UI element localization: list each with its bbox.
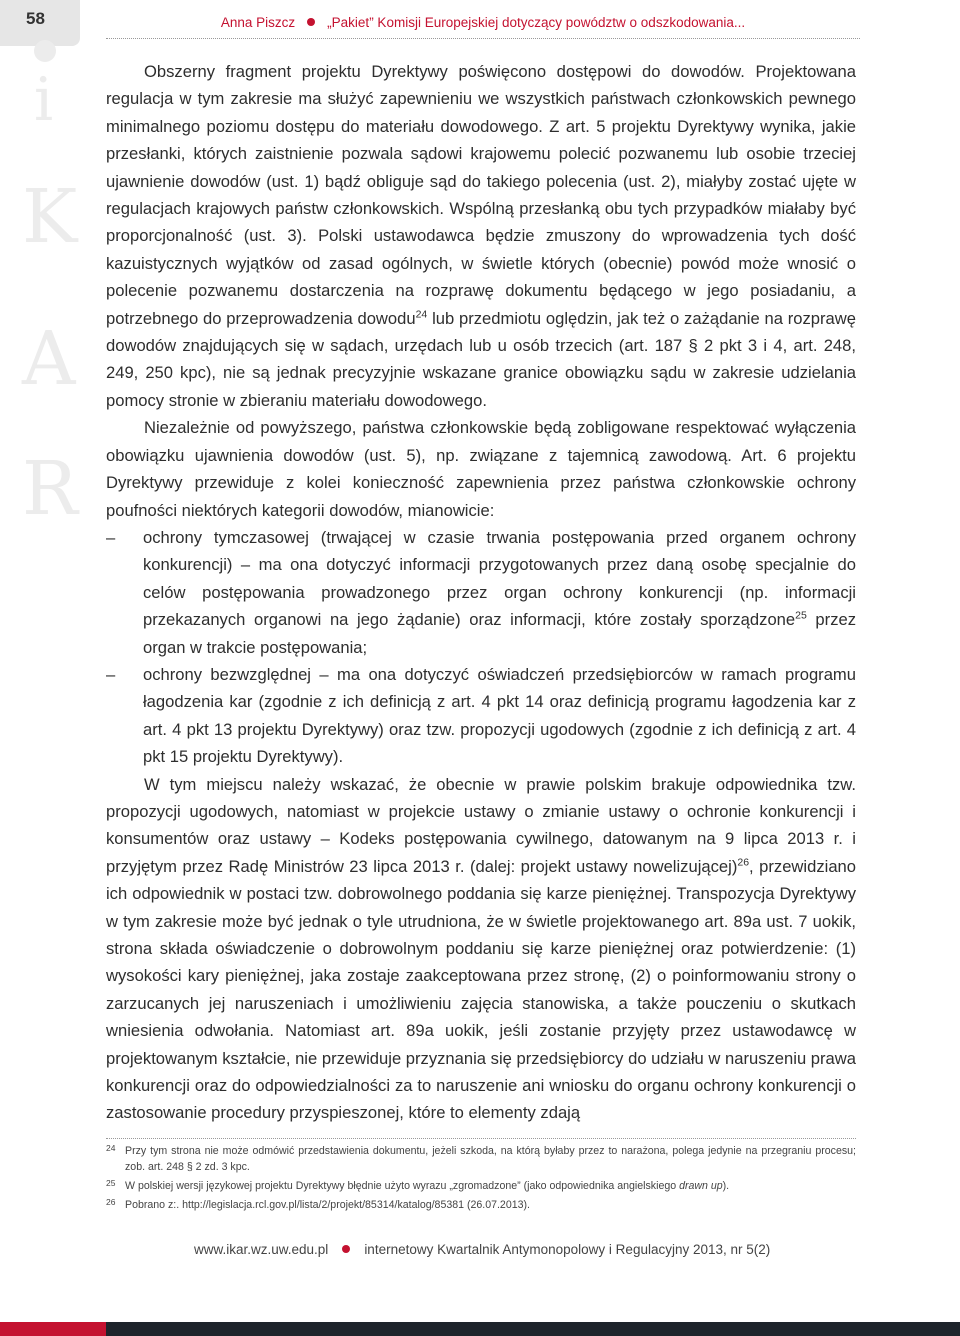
footnote-ref[interactable]: 25: [795, 609, 807, 622]
list-item: – ochrony tymczasowej (trwającej w czasie trwania postępowania przed organem ochrony konkurencji) – ma ona dotyczyć informacji przygotowanych przez daną osobę specjalnie do celów postępowania prowadzonego przez organ ochrony konkurencji (np. informacji przekazanych organowi na jego żądanie) oraz informacji, które zostały sporządzone$^{25}$ przez organ w trakcie postępowania;: [106, 524, 856, 661]
logo-letter-r: R: [22, 446, 78, 532]
footnote: 24 Przy tym strona nie może odmówić przedstawienia dokumentu, jeżeli szkoda, na którą byłaby przez to narażona, polega jedynie na przegraniu procesu; zob. art. 248 § 2 zd. 3 kpc.: [106, 1143, 856, 1175]
header-title: „Pakiet” Komisji Europejskiej dotyczący powództw o odszkodowania...: [327, 14, 746, 30]
page-number: 58: [26, 9, 45, 28]
footnote-number: 26: [106, 1197, 116, 1207]
footer-journal: internetowy Kwartalnik Antymonopolowy i Regulacyjny 2013, nr 5(2): [364, 1241, 771, 1257]
paragraph: W tym miejscu należy wskazać, że obecnie w prawie polskim brakuje odpowiednika tzw. propozycji ugodowych, natomiast w projekcie ustawy o zmianie ustawy o ochronie konkurencji i konsumentów oraz ustawy – Kodeks postępowania cywilnego, datowanym na 9 lipca 2013 r. i przyjętym przez Radę Ministrów 23 lipca 2013 r. (dalej: projekt ustawy nowelizującej)$^{26}$, przewidziano ich odpowiednik w postaci tzw. dobrowolnego poddania się karze pieniężnej. Transpozycja Dyrektywy w tym zakresie może być jednak o tyle utrudniona, że w świetle projektowanego art. 89a ust. 7 uokik, strona składa oświadczenie o dobrowolnym poddaniu się karze pieniężnej oraz potwierdzenie: (1) wysokości kary pieniężnej, jaka zostaje zaakceptowana przez stronę, (2) o poinformowaniu strony o zarzucanych jej naruszeniach i umożliwieniu zajęcia stanowiska, a także pouczeniu o skutkach wniesienia odwołania. Natomiast art. 89a uokik, jeśli zostanie przyjęty przez ustawodawcę w projektowanym kształcie, nie przewiduje przyznania się przedsiębiorcy do udziału w naruszeniu prawa konkurencji oraz do odpowiedzialności za to naruszenie ani wniosku do organu ochrony konkurencji o zastosowanie procedury przyspieszonej, które to elementy zdają: [106, 774, 857, 1123]
article-body: [106, 58, 856, 1127]
bottom-band: [0, 1322, 960, 1336]
footnotes: [106, 1143, 856, 1216]
footnote-ref[interactable]: 24: [415, 308, 428, 321]
dash-bullet: –: [106, 664, 116, 684]
paragraph: Niezależnie od powyższego, państwa członkowskie będą zobligowane respektować wyłączenia obowiązku ujawnienia dowodów (ust. 5), np. związane z tajemnicą zawodową. Art. 6 projektu Dyrektywy przewiduje z kolei konieczność zapewnienia przez państwa członkowskie ochrony poufności niektórych kategorii dowodów, mianowicie:: [106, 418, 856, 520]
bottom-band-accent: [0, 1322, 106, 1336]
header-divider: [106, 38, 860, 39]
logo-letter-k: K: [22, 174, 78, 260]
list-item: – ochrony bezwzględnej – ma ona dotyczyć oświadczeń przedsiębiorców w ramach programu łagodzenia kar (zgodnie z ich definicją z art. 4 pkt 14 oraz definicją programu łagodzenia kar z art. 4 pkt 13 projektu Dyrektywy) oraz tzw. propozycji ugodowych (zgodnie z ich definicją z art. 4 pkt 15 projektu Dyrektywy).: [106, 661, 856, 771]
footnote-ref[interactable]: 26: [737, 856, 750, 869]
footnote-link[interactable]: Pobrano z:. http://legislacja.rcl.gov.pl/lista/2/projekt/85314/katalog/85381 (26.07.2013).: [125, 1199, 530, 1211]
running-header: [106, 12, 860, 32]
dash-bullet: –: [106, 527, 116, 547]
bullet-dot-icon: [342, 1245, 350, 1253]
page-footer: [106, 1240, 860, 1258]
footer-url[interactable]: www.ikar.wz.uw.edu.pl: [194, 1241, 329, 1257]
logo-dot-icon: [34, 40, 56, 62]
footnote: 25 W polskiej wersji językowej projektu Dyrektywy błędnie użyto wyrazu „zgromadzone” (jako odpowiednika angielskiego drawn up).: [106, 1178, 856, 1194]
header-author: Anna Piszcz: [220, 14, 296, 30]
footnote: [106, 1197, 856, 1213]
paragraph: Obszerny fragment projektu Dyrektywy poświęcono dostępowi do dowodów. Projektowana regulacja w tym zakresie ma służyć zapewnieniu we wszystkich państwach członkowskich pewnego minimalnego poziomu dostępu do materiału dowodowego. Z art. 5 projektu Dyrektywy wynika, jakie przesłanki, których zaistnienie pozwala sądowi krajowemu polecić pozwanemu lub osobie trzeciej ujawnienie dowodów (ust. 1) bądź obliguje sąd do takiego polecenia (ust. 2), miałyby zostać ujęte w regulacjach krajowych państw członkowskich. Wspólną przesłanką obu tych przypadków miałaby być proporcjonalność (ust. 3). Polski ustawodawca będzie zmuszony do wprowadzenia tych dość kazuistycznych wyjątków od zasad ogólnych, w świetle których (obecnie) powód może wnosić o polecenie pozwanemu dostarczenia na rozprawę dokumentu będącego w jego posiadaniu, a potrzebnego do przeprowadzenia dowodu$^{24}$ lub przedmiotu oględzin, jak też o zażądanie na rozprawę dowodów znajdujących się w sądach, urzędach lub u osób trzecich (art. 187 § 2 pkt 3 i 4, art. 248, 249, 250 kpc), nie są jednak precyzyjnie wskazane granice obowiązku sądu w zakresie udzielania pomocy stronie w zbieraniu materiału dowodowego.: [106, 62, 856, 410]
footnote-number: 24: [106, 1143, 116, 1153]
logo-letter-i: i: [34, 65, 54, 135]
logo-letter-a: A: [22, 316, 76, 402]
footnote-divider: [106, 1138, 856, 1139]
bullet-dot-icon: [307, 18, 315, 26]
footnote-number: 25: [106, 1178, 116, 1188]
ikar-side-logo: [18, 40, 88, 540]
